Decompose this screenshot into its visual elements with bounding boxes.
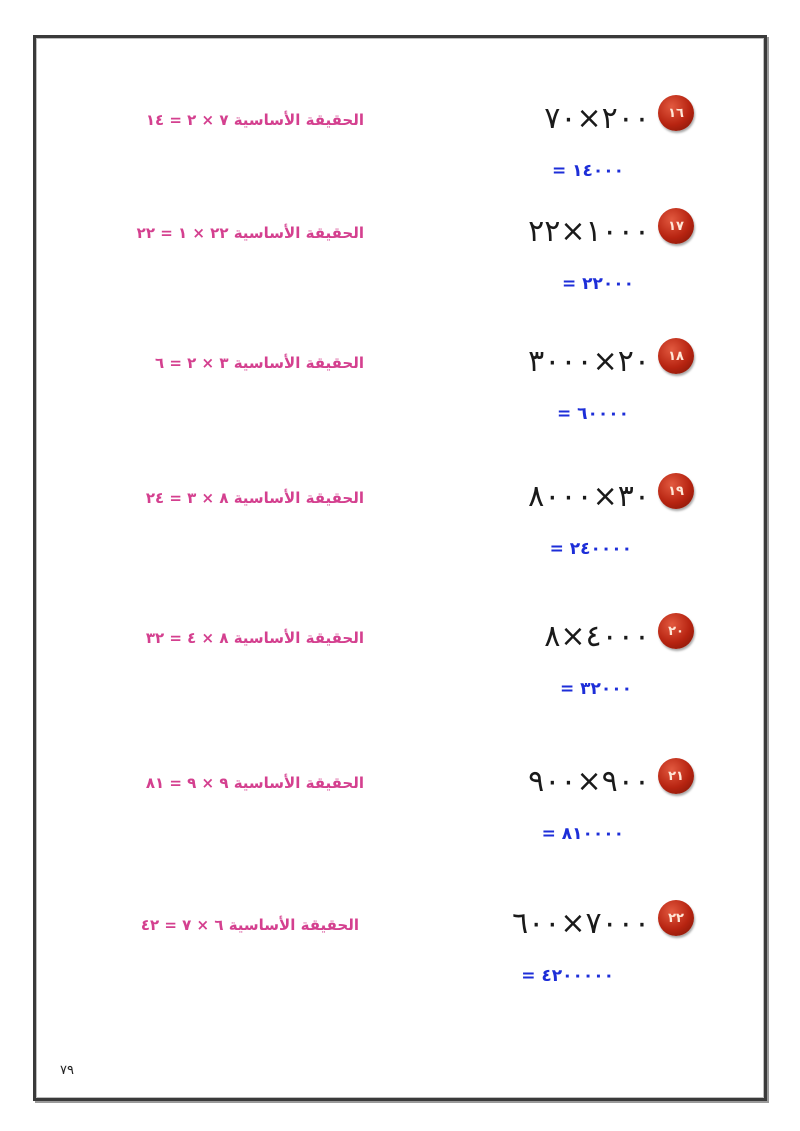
answer: ٦٠٠٠٠ =: [556, 404, 629, 424]
multiplication-expression: ٢٠×٣٠٠٠: [528, 344, 650, 379]
problem-17: [36, 208, 764, 308]
answer: ٤٢٠٠٠٠٠ =: [521, 966, 614, 986]
basic-fact: الحقيقة الأساسية ٨ × ٤ = ٣٢: [145, 629, 364, 647]
problem-number-badge-icon: ٢٢: [658, 900, 694, 936]
basic-fact: الحقيقة الأساسية ٩ × ٩ = ٨١: [145, 774, 364, 792]
multiplication-expression: ١٠٠٠×٢٢: [528, 214, 650, 249]
multiplication-expression: ٧٠٠٠×٦٠٠: [512, 906, 650, 941]
problem-18: [36, 338, 764, 438]
problem-number-badge-icon: ١٦: [658, 95, 694, 131]
basic-fact: الحقيقة الأساسية ٧ × ٢ = ١٤: [145, 111, 364, 129]
problem-16: [36, 95, 764, 195]
problem-number-badge-icon: ٢٠: [658, 613, 694, 649]
answer: ٢٢٠٠٠ =: [561, 274, 634, 294]
basic-fact: الحقيقة الأساسية ٣ × ٢ = ٦: [154, 354, 364, 372]
problem-19: [36, 473, 764, 573]
answer: ٨١٠٠٠٠ =: [541, 824, 624, 844]
multiplication-expression: ٣٠×٨٠٠٠: [528, 479, 650, 514]
multiplication-expression: ٢٠٠×٧٠: [544, 101, 650, 136]
problem-number-badge-icon: ١٨: [658, 338, 694, 374]
multiplication-expression: ٤٠٠٠×٨: [544, 619, 650, 654]
page-frame: [33, 35, 767, 1101]
problem-number-badge-icon: ١٩: [658, 473, 694, 509]
answer: ٢٤٠٠٠٠ =: [549, 539, 632, 559]
problem-21: [36, 758, 764, 858]
multiplication-expression: ٩٠٠×٩٠٠: [528, 764, 650, 799]
basic-fact: الحقيقة الأساسية ٦ × ٧ = ٤٢: [140, 916, 359, 934]
problem-22: [36, 900, 764, 1000]
problem-number-badge-icon: ١٧: [658, 208, 694, 244]
page-number: ٧٩: [60, 1063, 74, 1078]
problem-number-badge-icon: ٢١: [658, 758, 694, 794]
basic-fact: الحقيقة الأساسية ٨ × ٣ = ٢٤: [145, 489, 364, 507]
answer: ٣٢٠٠٠ =: [559, 679, 632, 699]
problem-20: [36, 613, 764, 713]
answer: ١٤٠٠٠ =: [551, 161, 624, 181]
basic-fact: الحقيقة الأساسية ٢٢ × ١ = ٢٢: [136, 224, 364, 242]
